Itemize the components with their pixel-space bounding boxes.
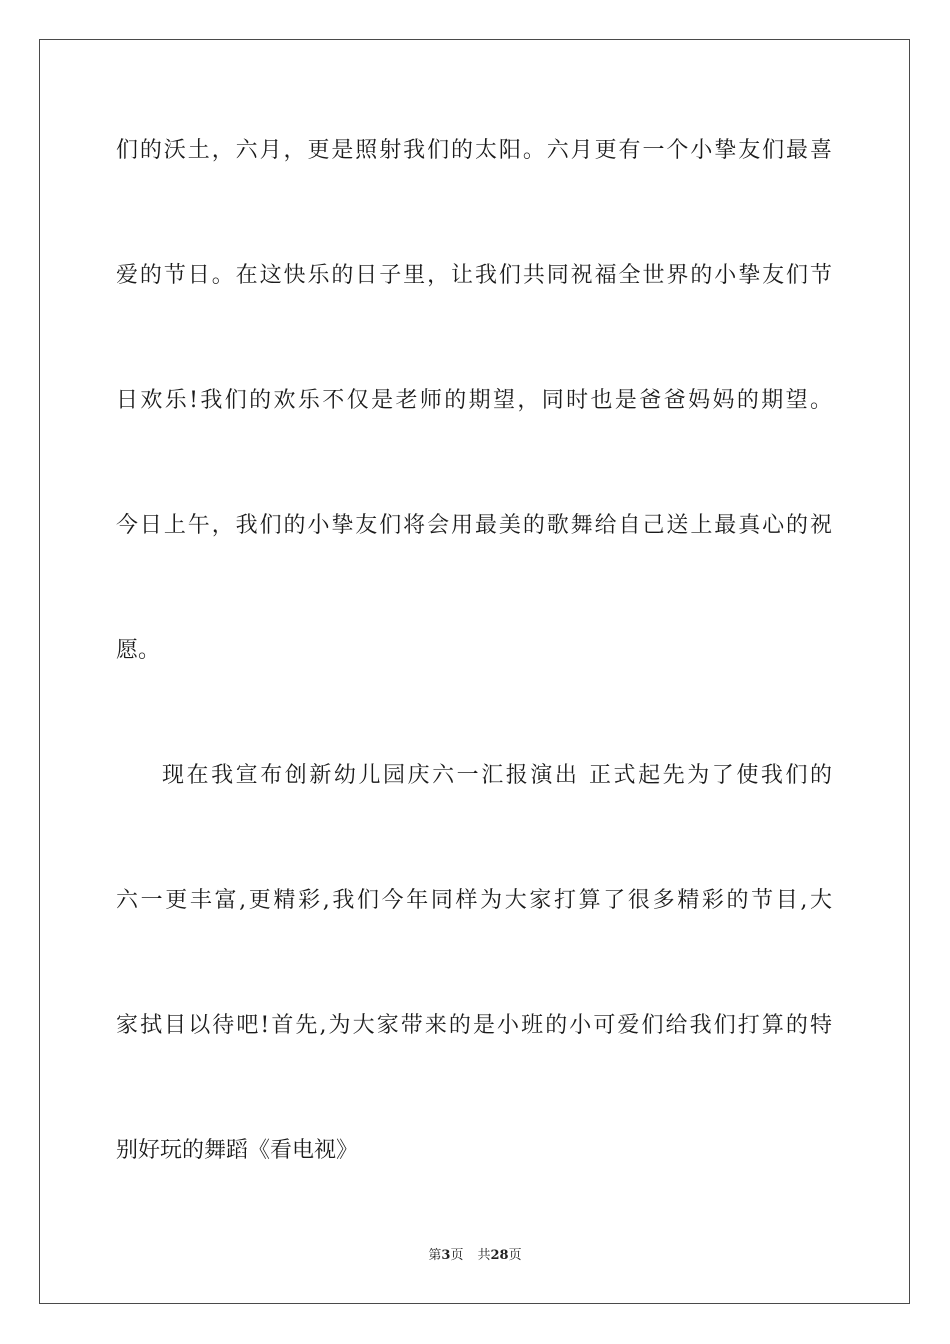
page-total: 28 bbox=[490, 1248, 509, 1263]
text-line: 现在我宣布创新幼儿园庆六一汇报演出 正式起先为了使我们的 bbox=[162, 763, 832, 788]
page-suffix: 页 bbox=[450, 1248, 464, 1263]
total-suffix: 页 bbox=[508, 1248, 522, 1263]
text-line: 别好玩的舞蹈《看电视》 bbox=[116, 1138, 359, 1163]
text-line: 今日上午，我们的小挚友们将会用最美的歌舞给自己送上最真心的祝 bbox=[116, 513, 832, 538]
page-current: 3 bbox=[441, 1248, 451, 1263]
text-line: 们的沃土，六月，更是照射我们的太阳。六月更有一个小挚友们最喜 bbox=[116, 138, 832, 163]
text-line: 愿。 bbox=[116, 638, 161, 663]
text-line: 日欢乐!我们的欢乐不仅是老师的期望，同时也是爸爸妈妈的期望。 bbox=[116, 388, 832, 413]
page-footer bbox=[0, 1247, 950, 1265]
total-prefix: 共 bbox=[477, 1248, 491, 1263]
page-prefix: 第 bbox=[428, 1248, 442, 1263]
text-line: 爱的节日。在这快乐的日子里，让我们共同祝福全世界的小挚友们节 bbox=[116, 263, 832, 288]
page-border bbox=[39, 39, 910, 1304]
text-line: 六一更丰富,更精彩,我们今年同样为大家打算了很多精彩的节目,大 bbox=[116, 888, 832, 913]
text-line: 家拭目以待吧!首先,为大家带来的是小班的小可爱们给我们打算的特 bbox=[116, 1013, 832, 1038]
